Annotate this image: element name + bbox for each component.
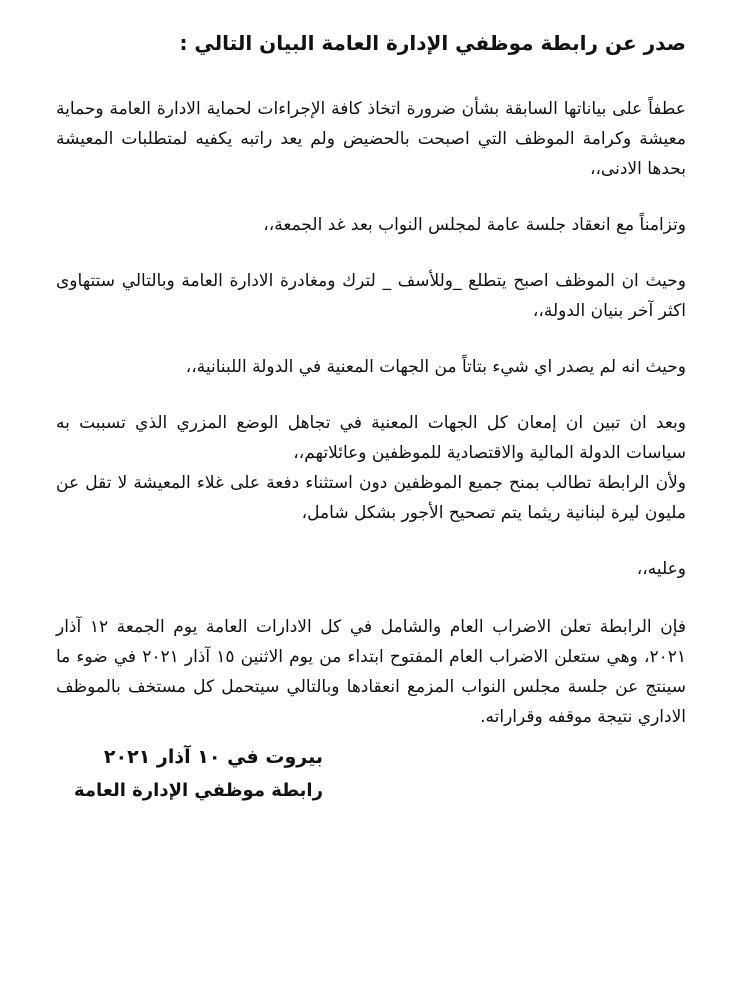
paragraph-strike-announcement: فإن الرابطة تعلن الاضراب العام والشامل في كل الادارات العامة يوم الجمعة ١٢ آذار ٢٠٢١، وهي ستعلن الاضراب العام المفتوح ابتداء من يوم الاثنين ١٥ آذار ٢٠٢١ في ضوء ما سينتج عن جلسة مجلس النواب المزمع انعقادها وبالتالي سيتحمل كل مستخف بالموظف الاداري نتيجة موقفه وقراراته. (56, 617, 686, 727)
paragraph-demand-payment: ولأن الرابطة تطالب بمنح جميع الموظفين دون استثناء دفعة على غلاء المعيشة لا تقل عن مليون ليرة لبنانية ريثما يتم تصحيح الأجور بشكل شامل، (56, 473, 686, 523)
paragraph-no-response: وحيث انه لم يصدر اي شيء بتاتاً من الجهات المعنية في الدولة اللبنانية،، (185, 357, 686, 377)
signature-block (56, 740, 686, 808)
paragraph-therefore: وعليه،، (636, 559, 686, 579)
paragraph-previous-statements: عطفاً على بياناتها السابقة بشأن ضرورة اتخاذ كافة الإجراءات لحماية الادارة العامة وحماية معيشة وكرامة الموظف التي اصبحت بالحضيض ولم يعد راتبه يكفيه لمتطلبات المعيشة بحدها الادنى،، (56, 99, 686, 179)
statement-title: صدر عن رابطة موظفي الإدارة العامة البيان التالي : (179, 31, 686, 55)
signing-organization: رابطة موظفي الإدارة العامة (74, 780, 323, 801)
paragraph-policies-impact: وبعد ان تبين ان إمعان كل الجهات المعنية في تجاهل الوضع المزري الذي تسببت به سياسات الدولة المالية والاقتصادية للموظفين وعائلاتهم،، (56, 413, 686, 463)
paragraph-employee-leaving: وحيث ان الموظف اصبح يتطلع _وللأسف _ لترك ومغادرة الادارة العامة وبالتالي ستتهاوى اكثر آخر بنيان الدولة،، (56, 271, 686, 321)
place-date: بيروت في ١٠ آذار ٢٠٢١ (103, 746, 323, 768)
paragraph-parliament-session: وتزامناً مع انعقاد جلسة عامة لمجلس النواب بعد غد الجمعة،، (263, 215, 686, 235)
